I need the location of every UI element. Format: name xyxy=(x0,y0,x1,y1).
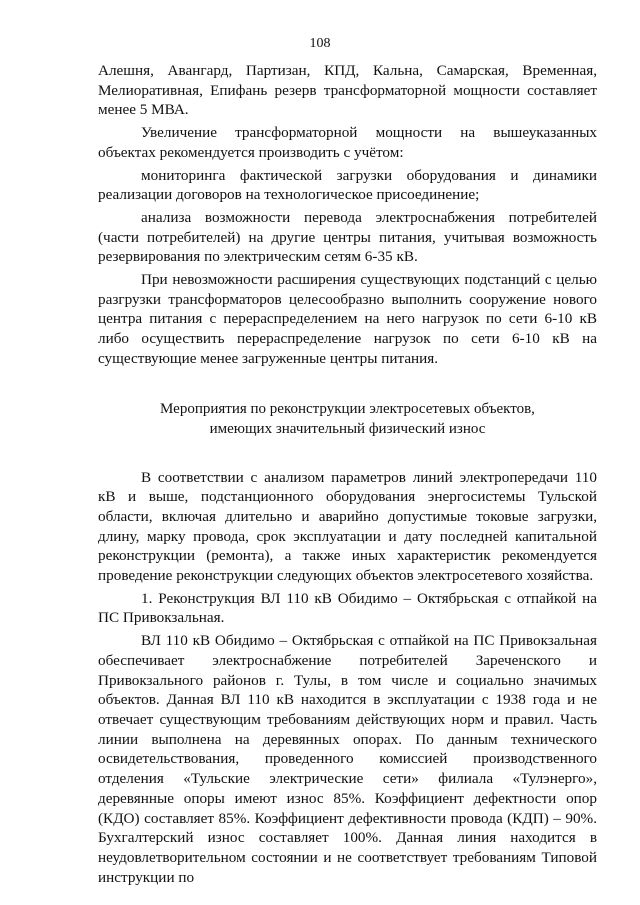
document-body xyxy=(98,61,597,887)
section-heading-line-2: имеющих значительный физический износ xyxy=(209,420,486,437)
paragraph-analysis-lines: В соответствии с анализом параметров линий электропередачи 110 кВ и выше, подстанционного оборудования энергосистемы Тульской области, включая длительно и аварийно допустимые токовые загрузки, длину, марку провода, срок эксплуатации и дату последней капитальной реконструкции (ремонта), а также иных характеристик рекомендуется проведение реконструкции следующих объектов электросетевого хозяйства. xyxy=(98,468,597,585)
paragraph-new-center: При невозможности расширения существующих подстанций с целью разгрузки трансформаторов целесообразно выполнить сооружение нового центра питания с перераспределением на него нагрузок по сети 6-10 кВ либо осуществить перераспределение нагрузок по сети 6-10 кВ на существующие менее загруженные центры питания. xyxy=(98,271,597,367)
paragraph-analysis: анализа возможности перевода электроснабжения потребителей (части потребителей) на другие центры питания, учитывая возможность резервирования по электрическим сетям 6-35 кВ. xyxy=(98,208,597,266)
section-heading-line-1: Мероприятия по реконструкции электросетевых объектов, xyxy=(160,400,535,417)
paragraph-line-description: ВЛ 110 кВ Обидимо – Октябрьская с отпайкой на ПС Привокзальная обеспечивает электроснабжение потребителей Зареченского и Привокзального районов г. Тулы, в том числе и социально значимых объектов. Данная ВЛ 110 кВ находится в эксплуатации с 1938 года и не отвечает существующим требованиям действующих норм и правил. Часть линии выполнена на деревянных опорах. По данным технического освидетельствования, проведенного комиссией производственного отделения «Тульские электрические сети» филиала «Тулэнерго», деревянные опоры имеют износ 85%. Коэффициент дефектности опор (КДО) составляет 85%. Коэффициент дефективности провода (КДП) – 90%. Бухгалтерский износ составляет 100%. Данная линия находится в неудовлетворительном состоянии и не соответствует требованиям Типовой инструкции по xyxy=(98,632,597,886)
page-number: 108 xyxy=(309,36,331,51)
section-heading xyxy=(98,399,597,439)
paragraph-substation-list: Алешня, Авангард, Партизан, КПД, Кальна, Самарская, Временная, Мелиоративная, Епифань резерв трансформаторной мощности составляет менее 5 МВА. xyxy=(98,62,597,119)
paragraph-monitoring: мониторинга фактической загрузки оборудования и динамики реализации договоров на технологическое присоединение; xyxy=(98,166,597,204)
paragraph-item-1: 1. Реконструкция ВЛ 110 кВ Обидимо – Октябрьская с отпайкой на ПС Привокзальная. xyxy=(98,589,597,627)
paragraph-capacity-increase: Увеличение трансформаторной мощности на вышеуказанных объектах рекомендуется производить с учётом: xyxy=(98,124,597,161)
